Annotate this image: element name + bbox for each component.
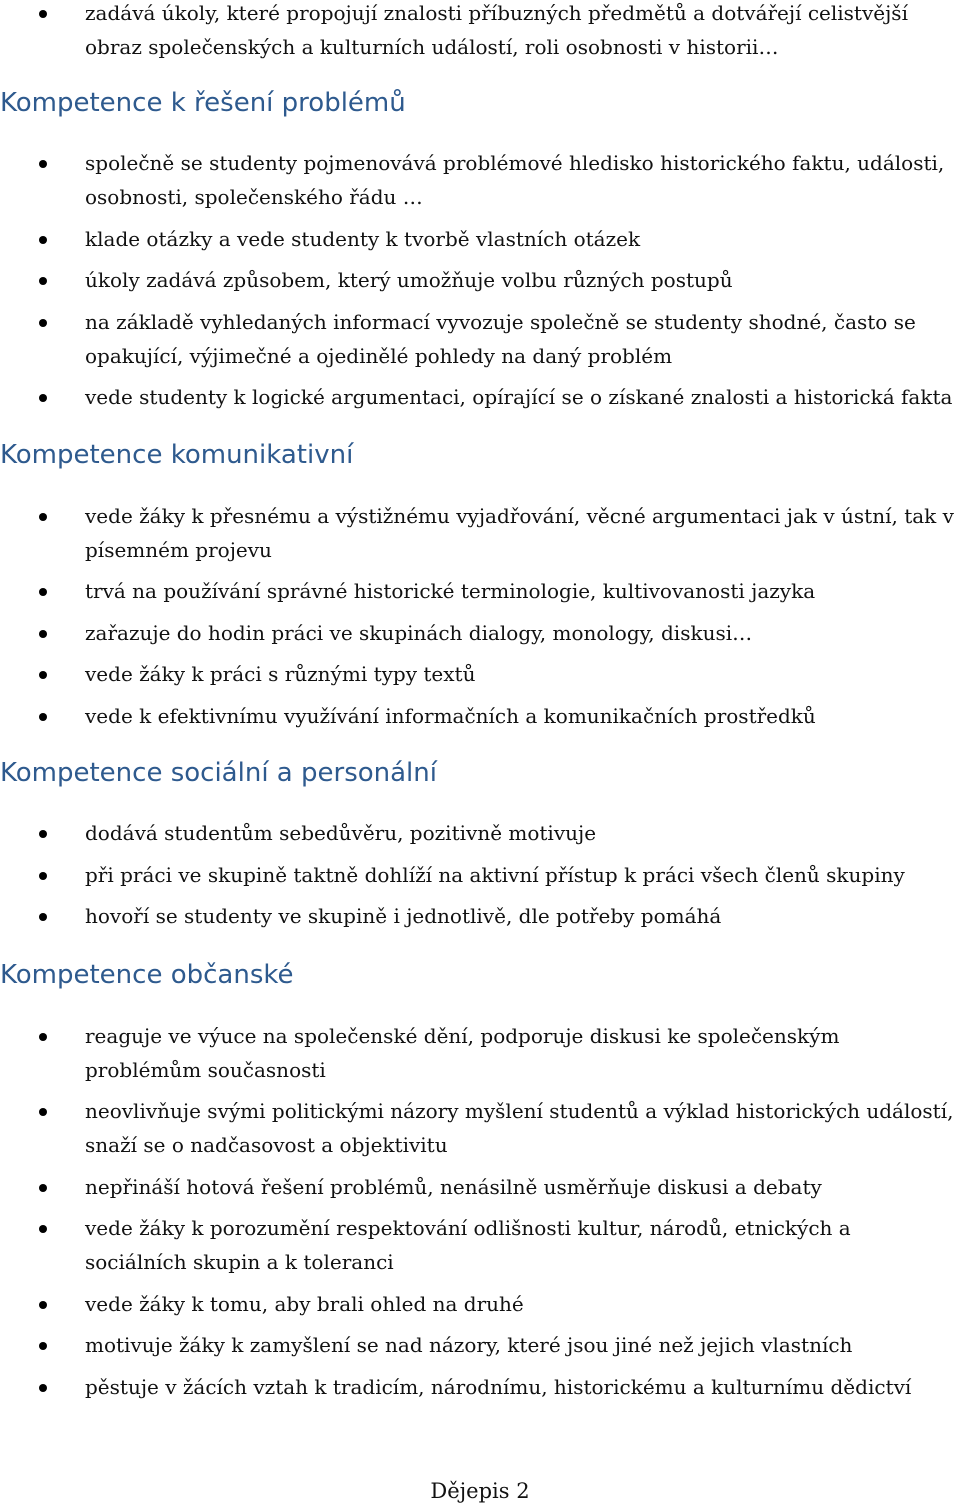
list-item: při práci ve skupině taktně dohlíží na aktivní přístup k práci všech členů skupiny	[85, 863, 905, 887]
list-item: vede žáky k tomu, aby brali ohled na druhé	[85, 1292, 524, 1316]
bullet-icon	[39, 1301, 47, 1309]
list-item: společně se studenty pojmenovává problémové hledisko historického faktu, události, osobnosti, společenského řádu …	[85, 151, 945, 209]
bullet-icon	[39, 830, 47, 838]
list-item: vede žáky k porozumění respektování odlišnosti kultur, národů, etnických a sociálních skupin a k toleranci	[85, 1216, 851, 1274]
list-item: vede studenty k logické argumentaci, opírající se o získané znalosti a historická fakta	[85, 385, 953, 409]
bullet-icon	[39, 588, 47, 596]
section-heading-communicative: Kompetence komunikativní	[0, 440, 354, 470]
bullet-icon	[39, 236, 47, 244]
list-item: vede k efektivnímu využívání informačních a komunikačních prostředků	[85, 704, 816, 728]
bullet-icon	[39, 319, 47, 327]
section-heading-social-personal: Kompetence sociální a personální	[0, 758, 437, 788]
list-item: klade otázky a vede studenty k tvorbě vlastních otázek	[85, 227, 641, 251]
bullet-icon	[39, 1184, 47, 1192]
bullet-icon	[39, 671, 47, 679]
bullet-icon	[39, 1384, 47, 1392]
list-item: reaguje ve výuce na společenské dění, podporuje diskusi ke společenským problémům současnosti	[85, 1024, 840, 1082]
list-item: hovoří se studenty ve skupině i jednotlivě, dle potřeby pomáhá	[85, 904, 722, 928]
section-heading-problem-solving: Kompetence k řešení problémů	[0, 88, 406, 118]
list-item: neovlivňuje svými politickými názory myšlení studentů a výklad historických událostí, snaží se o nadčasovost a objektivitu	[85, 1099, 954, 1157]
list-item: motivuje žáky k zamyšlení se nad názory, které jsou jiné než jejich vlastních	[85, 1333, 853, 1357]
list-item: zadává úkoly, které propojují znalosti příbuzných předmětů a dotvářejí celistvější obraz společenských a kulturních událostí, roli osobnosti v historii…	[85, 1, 908, 59]
bullet-icon	[39, 1033, 47, 1041]
list-item: na základě vyhledaných informací vyvozuje společně se studenty shodné, často se opakující, výjimečné a ojedinělé pohledy na daný problém	[85, 310, 916, 368]
bullet-icon	[39, 713, 47, 721]
bullet-icon	[39, 1225, 47, 1233]
page-footer: Dějepis 2	[430, 1479, 530, 1503]
bullet-icon	[39, 160, 47, 168]
list-item: nepřináší hotová řešení problémů, nenásilně usměrňuje diskusi a debaty	[85, 1175, 822, 1199]
bullet-icon	[39, 513, 47, 521]
section-heading-civic: Kompetence občanské	[0, 960, 294, 990]
list-item: dodává studentům sebedůvěru, pozitivně motivuje	[85, 821, 597, 845]
bullet-icon	[39, 630, 47, 638]
bullet-icon	[39, 1108, 47, 1116]
bullet-icon	[39, 277, 47, 285]
bullet-icon	[39, 913, 47, 921]
bullet-icon	[39, 394, 47, 402]
list-item: úkoly zadává způsobem, který umožňuje volbu různých postupů	[85, 268, 733, 292]
list-item: zařazuje do hodin práci ve skupinách dialogy, monology, diskusi…	[85, 621, 753, 645]
bullet-icon	[39, 1342, 47, 1350]
bullet-icon	[39, 872, 47, 880]
bullet-icon	[39, 10, 47, 18]
list-item: vede žáky k práci s různými typy textů	[85, 662, 476, 686]
list-item: trvá na používání správné historické terminologie, kultivovanosti jazyka	[85, 579, 816, 603]
list-item: pěstuje v žácích vztah k tradicím, národnímu, historickému a kulturnímu dědictví	[85, 1375, 912, 1399]
list-item: vede žáky k přesnému a výstižnému vyjadřování, věcné argumentaci jak v ústní, tak v písemném projevu	[85, 504, 954, 562]
